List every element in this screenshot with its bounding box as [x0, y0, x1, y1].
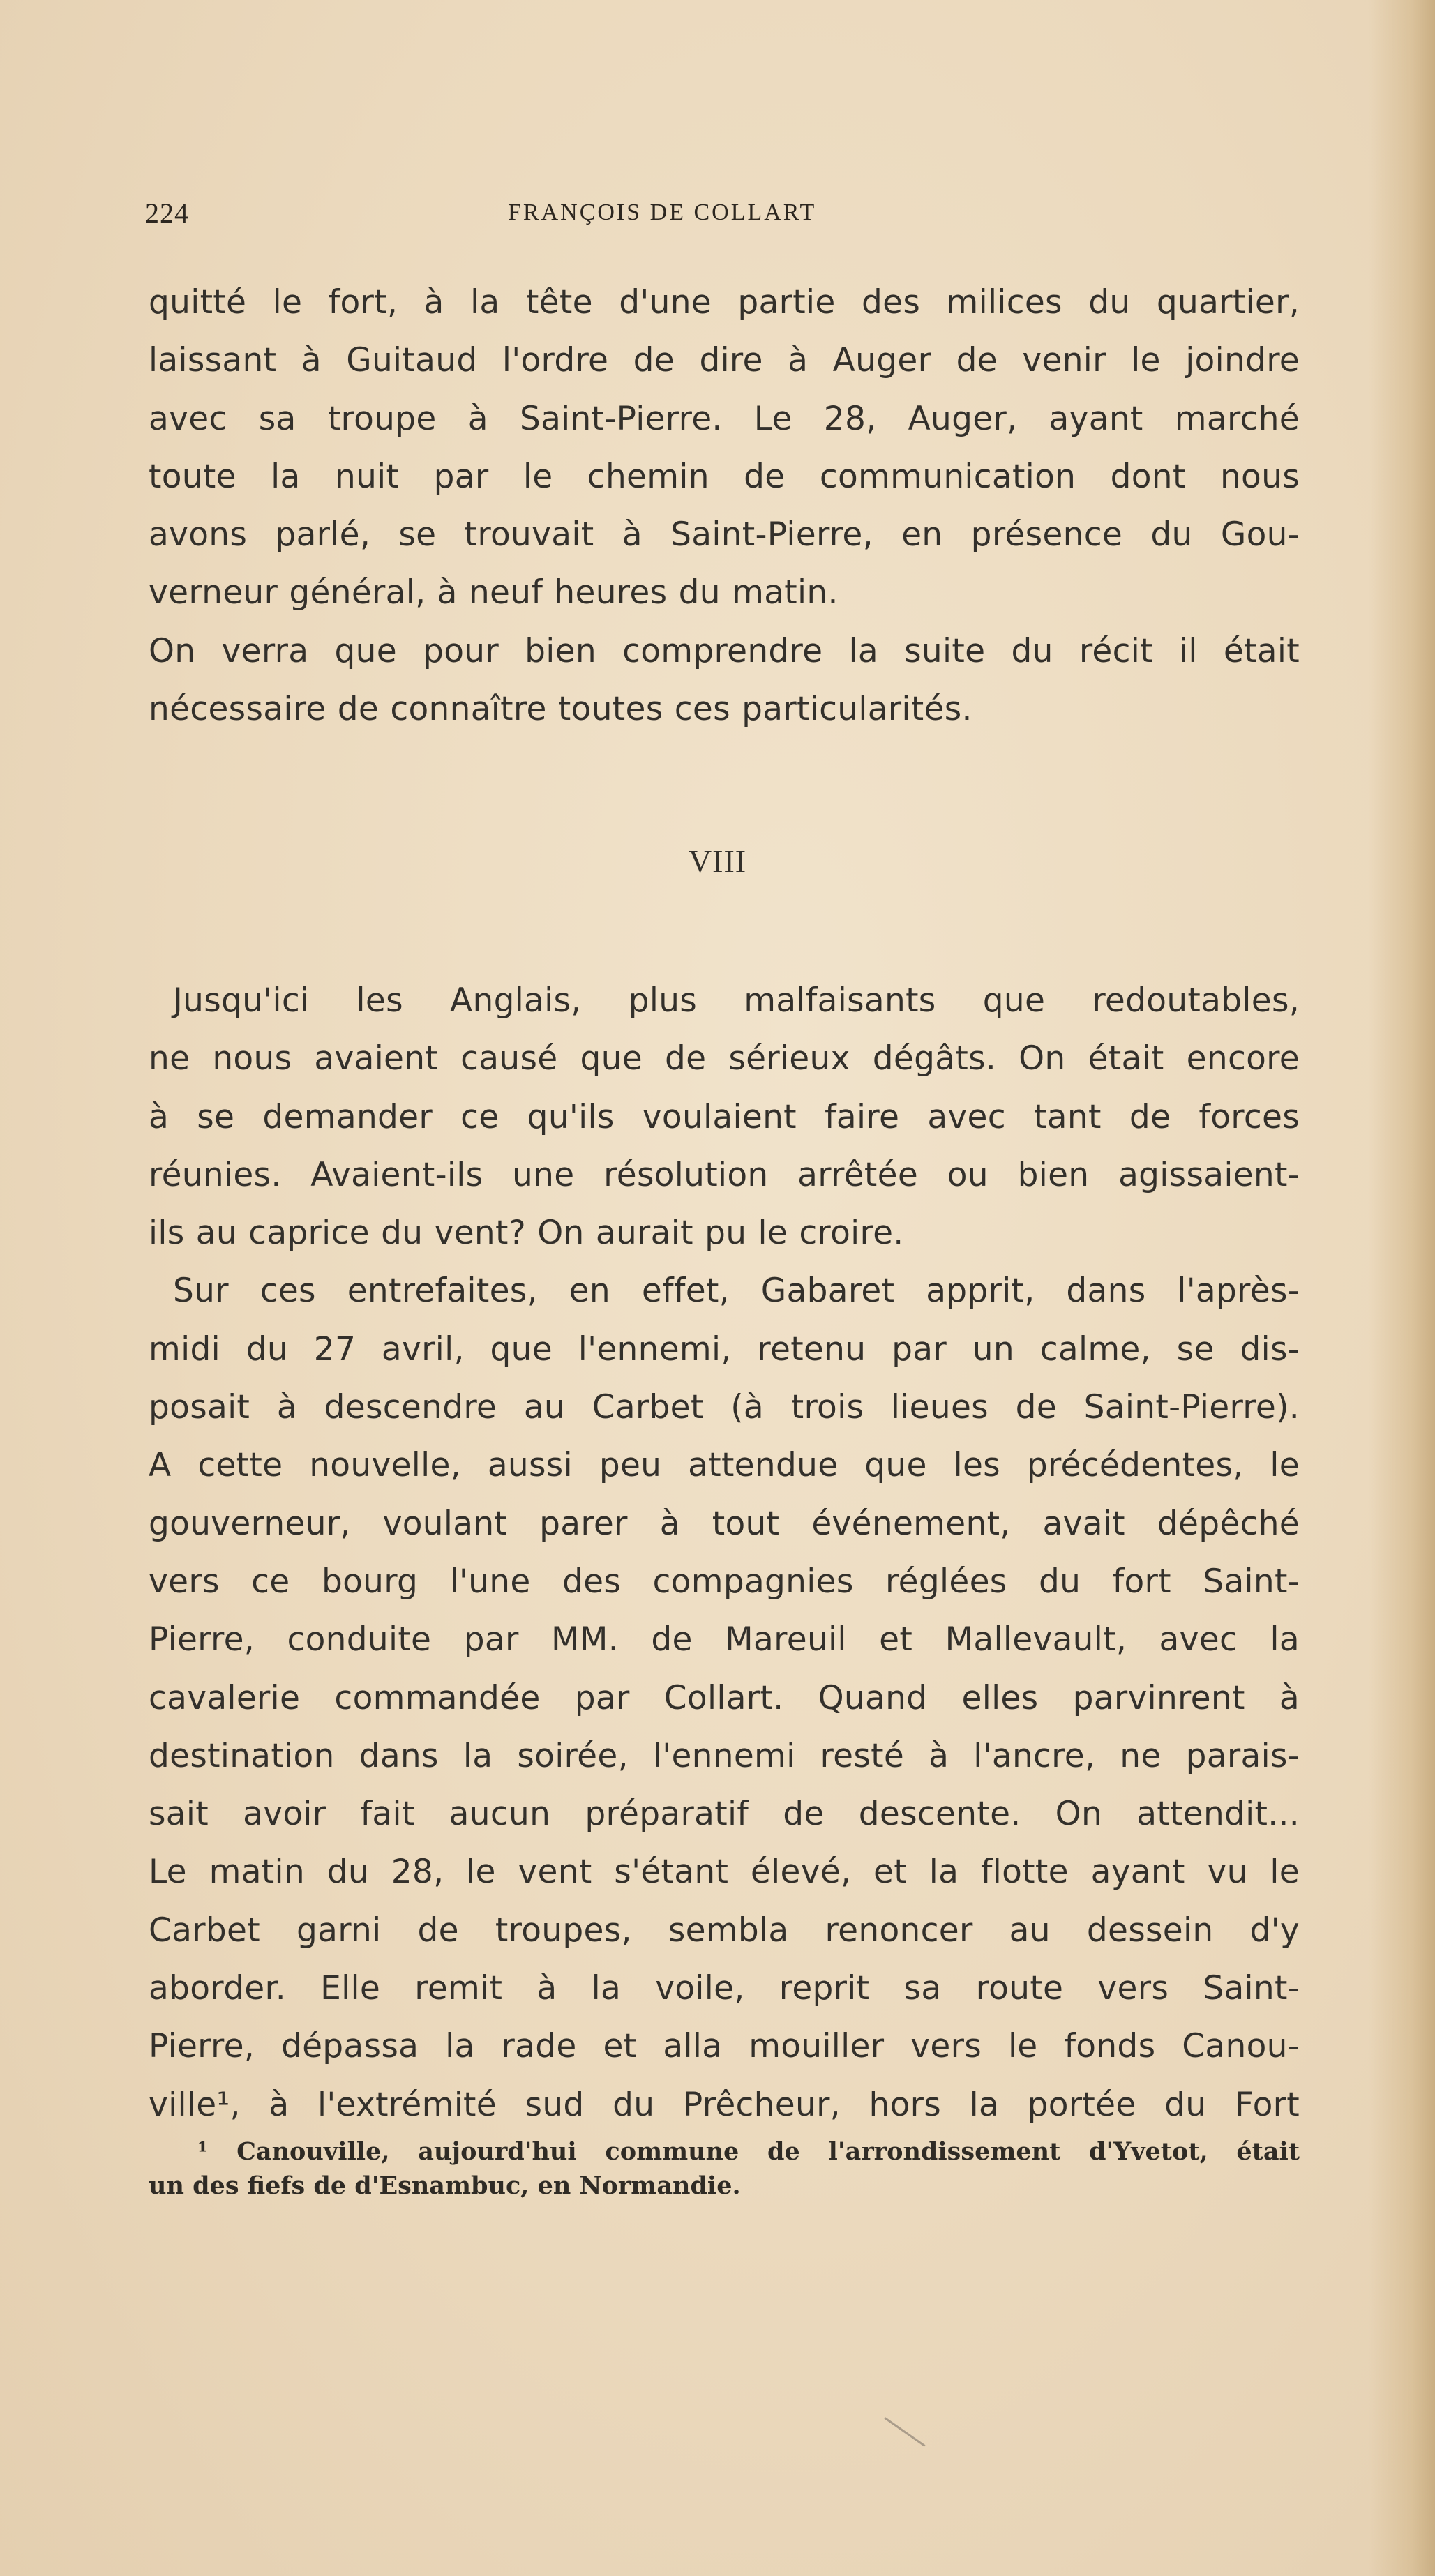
running-title: FRANÇOIS DE COLLART — [508, 199, 817, 225]
text-line: Le matin du 28, le vent s'étant élevé, et la flotte ayant vu le — [149, 1853, 1300, 1892]
text-line: ville¹, à l'extrémité sud du Prêcheur, hors la portée du Fort — [149, 2085, 1300, 2124]
text-line: à se demander ce qu'ils voulaient faire avec tant de forces — [149, 1097, 1300, 1136]
text-line: verneur général, à neuf heures du matin. — [149, 573, 839, 612]
paragraph — [149, 972, 1300, 1262]
text-line: avons parlé, se trouvait à Saint-Pierre, en présence du Gou- — [149, 515, 1300, 555]
text-block-before-section — [149, 273, 1300, 738]
page-number: 224 — [145, 197, 189, 229]
text-line: A cette nouvelle, aussi peu attendue que les précédentes, le — [149, 1446, 1300, 1485]
footnote-line: un des fiefs de d'Esnambuc, en Normandie. — [149, 2171, 741, 2200]
text-line: midi du 27 avril, que l'ennemi, retenu par un calme, se dis- — [149, 1330, 1300, 1369]
footnote — [149, 2134, 1300, 2203]
footnote-line: ¹ Canouville, aujourd'hui commune de l'arrondissement d'Yvetot, était — [197, 2137, 1300, 2166]
text-line: nécessaire de connaître toutes ces particularités. — [149, 690, 972, 729]
text-block-section-viii — [149, 972, 1300, 2134]
text-line: posait à descendre au Carbet (à trois lieues de Saint-Pierre). — [149, 1388, 1300, 1427]
paragraph — [149, 622, 1300, 739]
paragraph — [149, 273, 1300, 622]
text-line: avec sa troupe à Saint-Pierre. Le 28, Auger, ayant marché — [149, 399, 1300, 438]
text-line: Sur ces entrefaites, en effet, Gabaret apprit, dans l'après- — [173, 1272, 1300, 1311]
text-line: vers ce bourg l'une des compagnies réglées du fort Saint- — [149, 1562, 1300, 1601]
text-line: laissant à Guitaud l'ordre de dire à Auger de venir le joindre — [149, 341, 1300, 380]
paragraph — [149, 1262, 1300, 2133]
text-line: gouverneur, voulant parer à tout événement, avait dépêché — [149, 1504, 1300, 1543]
text-line: Jusqu'ici les Anglais, plus malfaisants que redoutables, — [173, 981, 1300, 1020]
section-heading: VIII — [688, 843, 747, 879]
text-line: ils au caprice du vent? On aurait pu le croire. — [149, 1214, 904, 1253]
text-line: Carbet garni de troupes, sembla renoncer au dessein d'y — [149, 1911, 1300, 1950]
text-line: aborder. Elle remit à la voile, reprit sa route vers Saint- — [149, 1969, 1300, 2008]
text-line: Pierre, conduite par MM. de Mareuil et Mallevault, avec la — [149, 1620, 1300, 1659]
text-line: ne nous avaient causé que de sérieux dégâts. On était encore — [149, 1039, 1300, 1078]
scan-blemish — [884, 2417, 925, 2447]
page-header — [145, 197, 1296, 232]
text-line: réunies. Avaient-ils une résolution arrêtée ou bien agissaient- — [149, 1155, 1300, 1194]
text-line: Pierre, dépassa la rade et alla mouiller vers le fonds Canou- — [149, 2027, 1300, 2066]
text-line: toute la nuit par le chemin de communication dont nous — [149, 457, 1300, 496]
text-line: destination dans la soirée, l'ennemi resté à l'ancre, ne parais- — [149, 1736, 1300, 1775]
text-line: sait avoir fait aucun préparatif de descente. On attendit... — [149, 1795, 1300, 1834]
page-edge-shadow — [1369, 0, 1435, 2576]
text-line: cavalerie commandée par Collart. Quand elles parvinrent à — [149, 1678, 1300, 1717]
text-line: quitté le fort, à la tête d'une partie des milices du quartier, — [149, 283, 1300, 322]
text-line: On verra que pour bien comprendre la suite du récit il était — [149, 631, 1300, 670]
